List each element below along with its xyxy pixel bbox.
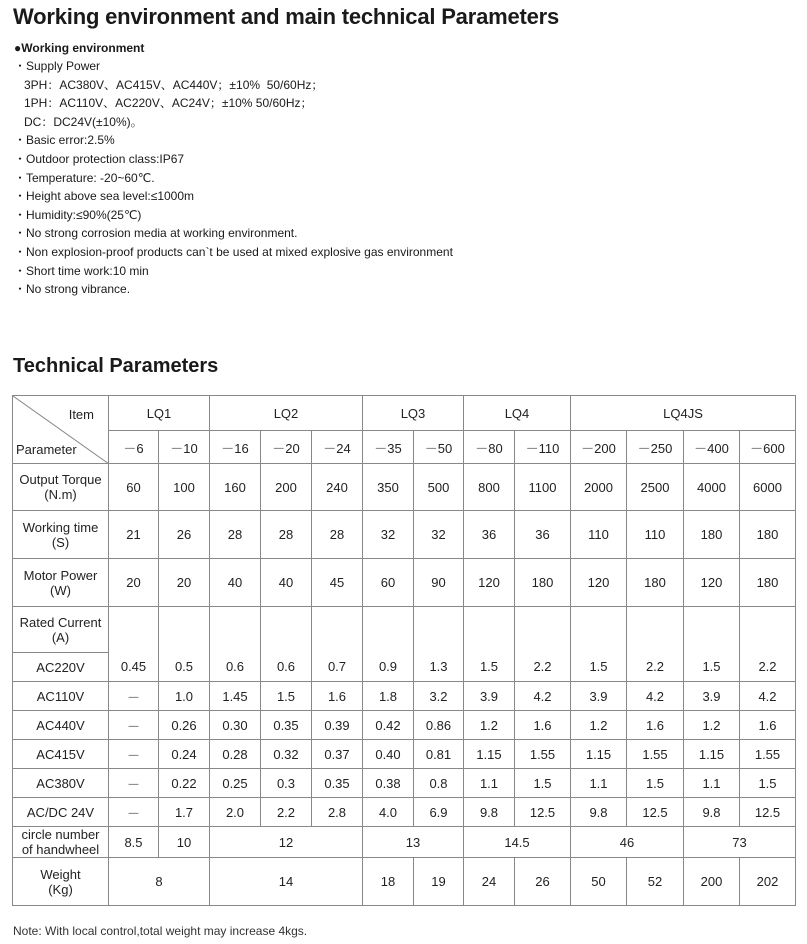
parameter-label: Parameter (16, 442, 77, 457)
value-cell: 12.5 (627, 798, 684, 827)
value-cell: 1.5 (627, 769, 684, 798)
value-cell: 32 (363, 511, 414, 559)
model-cell: －6 (109, 431, 159, 464)
value-cell: 24 (464, 858, 515, 906)
motor-power-label: Motor Power (W) (13, 559, 109, 607)
value-cell: 2.2 (261, 798, 312, 827)
env-line: ・Basic error:2.5% (14, 133, 115, 148)
value-cell: 28 (312, 511, 363, 559)
value-cell: 2.2 (627, 653, 684, 682)
value-cell: 1.2 (464, 711, 515, 740)
value-cell: 0.38 (363, 769, 414, 798)
env-line: 1PH：AC110V、AC220V、AC24V；±10% 50/60Hz； (14, 96, 313, 111)
ac415v-label: AC415V (13, 740, 109, 769)
value-cell: 2500 (627, 464, 684, 511)
value-cell: 60 (363, 559, 414, 607)
value-cell: 73 (684, 827, 796, 858)
value-cell: 0.37 (312, 740, 363, 769)
value-cell: 36 (464, 511, 515, 559)
group-lq3: LQ3 (363, 396, 464, 431)
ac220v-label: AC220V (13, 653, 109, 682)
value-cell: 0.30 (210, 711, 261, 740)
value-cell: 20 (159, 559, 210, 607)
model-cell: －80 (464, 431, 515, 464)
technical-parameters-title: Technical Parameters (13, 355, 219, 377)
value-cell: 1.2 (684, 711, 740, 740)
value-cell: 0.35 (261, 711, 312, 740)
value-cell: 0.81 (414, 740, 464, 769)
model-cell: －250 (627, 431, 684, 464)
value-cell: 20 (109, 559, 159, 607)
group-lq4js: LQ4JS (571, 396, 796, 431)
env-line: ・Short time work:10 min (14, 263, 149, 278)
value-cell: 0.5 (159, 653, 210, 682)
handwheel-label: circle number of handwheel (13, 827, 109, 858)
value-cell: 200 (684, 858, 740, 906)
value-cell: 40 (210, 559, 261, 607)
value-cell: 2.0 (210, 798, 261, 827)
acdc24v-row (13, 798, 796, 827)
value-cell: 1.5 (464, 653, 515, 682)
group-lq2: LQ2 (210, 396, 363, 431)
value-cell: 1.5 (261, 682, 312, 711)
env-line: ・Temperature: -20~60℃. (14, 170, 155, 185)
value-cell: 28 (261, 511, 312, 559)
env-line: ・Outdoor protection class:IP67 (14, 151, 185, 166)
value-cell: 40 (261, 559, 312, 607)
value-cell: 14.5 (464, 827, 571, 858)
value-cell: 12.5 (740, 798, 796, 827)
technical-parameters-table (12, 395, 796, 906)
env-line: ・Supply Power (14, 59, 101, 73)
value-cell: 46 (571, 827, 684, 858)
model-cell: －50 (414, 431, 464, 464)
value-cell: 45 (312, 559, 363, 607)
model-cell: －16 (210, 431, 261, 464)
value-cell: 4.0 (363, 798, 414, 827)
ac440v-row (13, 711, 796, 740)
env-line: ・Non explosion-proof products can`t be used at mixed explosive gas environment (14, 244, 453, 259)
weight-label: Weight (Kg) (13, 858, 109, 906)
group-lq1: LQ1 (109, 396, 210, 431)
value-cell: 14 (210, 858, 363, 906)
value-cell: 0.32 (261, 740, 312, 769)
value-cell: 13 (363, 827, 464, 858)
ac380v-row (13, 769, 796, 798)
model-cell: －600 (740, 431, 796, 464)
value-cell: 100 (159, 464, 210, 511)
value-cell: － (109, 798, 159, 827)
value-cell: 6.9 (414, 798, 464, 827)
group-header-row (13, 396, 796, 431)
value-cell: － (109, 740, 159, 769)
value-cell: 1.1 (464, 769, 515, 798)
env-line: DC：DC24V(±10%)。 (14, 114, 143, 129)
working-time-label: Working time (S) (13, 511, 109, 559)
value-cell: 1.55 (740, 740, 796, 769)
value-cell: 0.9 (363, 653, 414, 682)
model-cell: －10 (159, 431, 210, 464)
value-cell: － (109, 711, 159, 740)
value-cell: 0.39 (312, 711, 363, 740)
env-line: ・Humidity:≤90%(25℃) (14, 207, 142, 222)
model-cell: －110 (515, 431, 571, 464)
value-cell: 4.2 (627, 682, 684, 711)
ac110v-row (13, 682, 796, 711)
value-cell: 1.7 (159, 798, 210, 827)
value-cell: 36 (515, 511, 571, 559)
value-cell: 0.22 (159, 769, 210, 798)
value-cell: 0.45 (109, 653, 159, 682)
value-cell: 1.3 (414, 653, 464, 682)
value-cell: 2000 (571, 464, 627, 511)
model-cell: －200 (571, 431, 627, 464)
model-header-row (13, 431, 796, 464)
value-cell: 50 (571, 858, 627, 906)
value-cell: 3.9 (571, 682, 627, 711)
output-torque-row (13, 464, 796, 511)
value-cell: 1.5 (684, 653, 740, 682)
value-cell: 0.40 (363, 740, 414, 769)
value-cell: 180 (627, 559, 684, 607)
output-torque-label: Output Torque (N.m) (13, 464, 109, 511)
value-cell: 0.28 (210, 740, 261, 769)
value-cell: 110 (571, 511, 627, 559)
rated-current-row (13, 607, 796, 653)
value-cell: 0.6 (261, 653, 312, 682)
value-cell: 0.24 (159, 740, 210, 769)
value-cell: 1.6 (312, 682, 363, 711)
value-cell: － (109, 769, 159, 798)
ac110v-label: AC110V (13, 682, 109, 711)
value-cell: 1.5 (740, 769, 796, 798)
working-environment-list (14, 57, 453, 299)
value-cell: 120 (684, 559, 740, 607)
handwheel-row (13, 827, 796, 858)
value-cell: 60 (109, 464, 159, 511)
value-cell: 3.9 (464, 682, 515, 711)
value-cell: 12.5 (515, 798, 571, 827)
model-cell: －35 (363, 431, 414, 464)
value-cell: 0.3 (261, 769, 312, 798)
value-cell: 1.8 (363, 682, 414, 711)
value-cell: 1.5 (515, 769, 571, 798)
value-cell: 0.8 (414, 769, 464, 798)
ac220v-row (13, 653, 796, 682)
value-cell: 32 (414, 511, 464, 559)
value-cell: 350 (363, 464, 414, 511)
value-cell: 0.7 (312, 653, 363, 682)
value-cell: 4.2 (515, 682, 571, 711)
value-cell: 120 (464, 559, 515, 607)
ac440v-label: AC440V (13, 711, 109, 740)
value-cell: 800 (464, 464, 515, 511)
value-cell: 9.8 (464, 798, 515, 827)
value-cell: 1100 (515, 464, 571, 511)
value-cell: 1.5 (571, 653, 627, 682)
value-cell: 1.55 (515, 740, 571, 769)
value-cell: 160 (210, 464, 261, 511)
value-cell: 180 (740, 559, 796, 607)
corner-header (13, 396, 109, 464)
page-title: Working environment and main technical Parameters (13, 4, 560, 29)
value-cell: 28 (210, 511, 261, 559)
value-cell: 2.2 (740, 653, 796, 682)
value-cell: 3.2 (414, 682, 464, 711)
value-cell: 500 (414, 464, 464, 511)
value-cell: 4000 (684, 464, 740, 511)
value-cell: 3.9 (684, 682, 740, 711)
footnote: Note: With local control,total weight may increase 4kgs. (13, 924, 308, 938)
model-cell: －24 (312, 431, 363, 464)
value-cell: 1.0 (159, 682, 210, 711)
value-cell: 180 (515, 559, 571, 607)
value-cell: 1.1 (571, 769, 627, 798)
value-cell: 8 (109, 858, 210, 906)
motor-power-row (13, 559, 796, 607)
working-environment-heading: ●Working environment (14, 41, 145, 55)
value-cell: 1.6 (740, 711, 796, 740)
model-cell: －20 (261, 431, 312, 464)
value-cell: 1.15 (571, 740, 627, 769)
value-cell: 8.5 (109, 827, 159, 858)
value-cell: 10 (159, 827, 210, 858)
value-cell: 21 (109, 511, 159, 559)
value-cell: 0.35 (312, 769, 363, 798)
ac380v-label: AC380V (13, 769, 109, 798)
value-cell: 200 (261, 464, 312, 511)
env-line: ・Height above sea level:≤1000m (14, 189, 195, 204)
value-cell: 26 (159, 511, 210, 559)
working-time-row (13, 511, 796, 559)
value-cell: 1.6 (627, 711, 684, 740)
value-cell: 18 (363, 858, 414, 906)
model-cell: －400 (684, 431, 740, 464)
value-cell: 1.6 (515, 711, 571, 740)
value-cell: 0.42 (363, 711, 414, 740)
value-cell: 1.15 (684, 740, 740, 769)
env-line: ・No strong corrosion media at working environment. (14, 226, 298, 241)
group-lq4: LQ4 (464, 396, 571, 431)
rated-current-label: Rated Current (A) (13, 607, 109, 653)
value-cell: 0.86 (414, 711, 464, 740)
value-cell: 180 (740, 511, 796, 559)
env-line: 3PH：AC380V、AC415V、AC440V；±10% 50/60Hz； (14, 77, 324, 92)
value-cell: 9.8 (571, 798, 627, 827)
value-cell: 110 (627, 511, 684, 559)
value-cell: 2.2 (515, 653, 571, 682)
value-cell: 1.45 (210, 682, 261, 711)
value-cell: 90 (414, 559, 464, 607)
value-cell: 0.6 (210, 653, 261, 682)
value-cell: 1.55 (627, 740, 684, 769)
value-cell: 26 (515, 858, 571, 906)
value-cell: 0.25 (210, 769, 261, 798)
value-cell: 2.8 (312, 798, 363, 827)
value-cell: 120 (571, 559, 627, 607)
value-cell: 202 (740, 858, 796, 906)
value-cell: － (109, 682, 159, 711)
value-cell: 1.2 (571, 711, 627, 740)
value-cell: 1.15 (464, 740, 515, 769)
value-cell: 6000 (740, 464, 796, 511)
value-cell: 12 (210, 827, 363, 858)
weight-row (13, 858, 796, 906)
item-label: Item (68, 407, 94, 422)
ac415v-row (13, 740, 796, 769)
acdc24v-label: AC/DC 24V (13, 798, 109, 827)
value-cell: 1.1 (684, 769, 740, 798)
value-cell: 52 (627, 858, 684, 906)
value-cell: 4.2 (740, 682, 796, 711)
env-line: ・No strong vibrance. (14, 282, 131, 297)
value-cell: 19 (414, 858, 464, 906)
value-cell: 180 (684, 511, 740, 559)
value-cell: 9.8 (684, 798, 740, 827)
value-cell: 240 (312, 464, 363, 511)
value-cell: 0.26 (159, 711, 210, 740)
